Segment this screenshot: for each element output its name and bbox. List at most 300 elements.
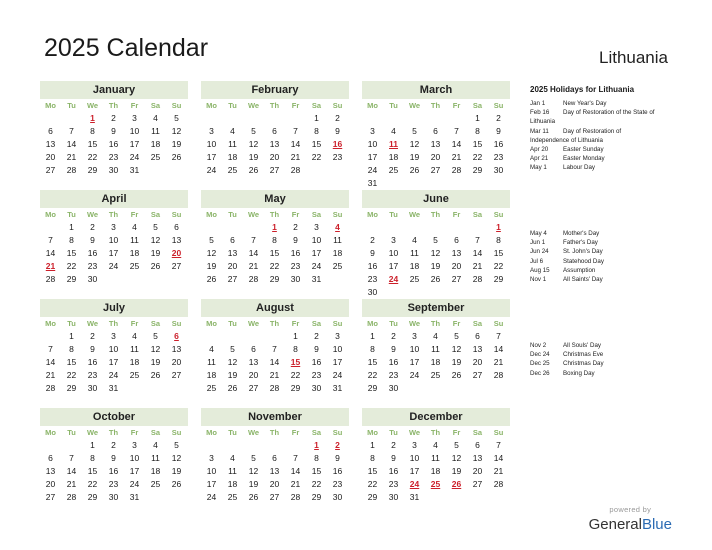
day-cell: 15: [269, 248, 280, 258]
day-cell: 1: [370, 331, 375, 341]
day-cell: 3: [132, 113, 137, 123]
holiday-day-cell: 26: [451, 479, 462, 489]
day-cell: 4: [132, 331, 137, 341]
weekday-label: Mo: [206, 428, 217, 437]
day-cell: 4: [433, 331, 438, 341]
weekday-label: We: [408, 210, 421, 219]
holiday-date: Dec 25: [530, 360, 550, 368]
day-cell: 28: [472, 274, 483, 284]
day-cell: 21: [269, 370, 280, 380]
holiday-date: Dec 26: [530, 369, 550, 377]
day-cell: 19: [150, 248, 161, 258]
holiday-group: [530, 99, 680, 173]
month-name: April: [40, 190, 188, 208]
weekday-label: Sa: [311, 101, 322, 110]
weekday-label: We: [86, 428, 99, 437]
day-cell: 26: [227, 383, 238, 393]
day-cell: 16: [87, 357, 98, 367]
holiday-entry: [530, 369, 680, 378]
day-cell: 27: [227, 274, 238, 284]
day-cell: 27: [472, 479, 483, 489]
weekday-label: Mo: [206, 319, 217, 328]
day-cell: 14: [290, 466, 301, 476]
day-cell: 17: [388, 261, 399, 271]
month-grid: [362, 99, 510, 190]
day-cell: 9: [293, 235, 298, 245]
day-cell: 7: [48, 235, 53, 245]
day-cell: 3: [412, 331, 417, 341]
day-cell: 1: [69, 331, 74, 341]
day-cell: 13: [171, 344, 182, 354]
day-cell: 26: [206, 274, 217, 284]
holiday-name: Mother's Day: [563, 230, 600, 237]
day-cell: 21: [493, 357, 504, 367]
weekday-label: Th: [430, 210, 441, 219]
day-cell: 7: [454, 126, 459, 136]
day-cell: 22: [311, 152, 322, 162]
empty-cell: [383, 112, 404, 125]
day-cell: 25: [129, 261, 140, 271]
day-cell: 5: [174, 440, 179, 450]
day-cell: 16: [388, 357, 399, 367]
day-cell: 17: [108, 357, 119, 367]
holiday-day-cell: 20: [171, 248, 182, 258]
day-cell: 9: [496, 126, 501, 136]
day-cell: 12: [227, 357, 238, 367]
holiday-date: Jun 24: [530, 248, 549, 256]
day-cell: 10: [206, 466, 217, 476]
day-cell: 4: [230, 453, 235, 463]
day-cell: 7: [475, 235, 480, 245]
day-cell: 23: [108, 479, 119, 489]
day-cell: 4: [412, 235, 417, 245]
day-cell: 17: [129, 466, 140, 476]
day-cell: 29: [367, 383, 378, 393]
holiday-date: Nov 1: [530, 276, 547, 284]
day-cell: 11: [207, 357, 216, 367]
logo-blue: Blue: [641, 516, 672, 533]
day-cell: 1: [370, 440, 375, 450]
day-cell: 12: [248, 466, 259, 476]
day-cell: 27: [248, 383, 259, 393]
day-cell: 15: [493, 248, 504, 258]
day-cell: 23: [388, 479, 399, 489]
empty-cell: [285, 112, 306, 125]
day-cell: 22: [367, 370, 378, 380]
day-cell: 18: [227, 479, 238, 489]
weekday-label: Sa: [150, 210, 161, 219]
day-cell: 21: [290, 152, 301, 162]
day-cell: 19: [150, 357, 161, 367]
day-cell: 25: [150, 479, 161, 489]
day-cell: 23: [332, 152, 343, 162]
weekday-label: Fr: [452, 428, 461, 437]
day-cell: 29: [87, 165, 98, 175]
holiday-entry: [530, 145, 680, 154]
empty-cell: [40, 439, 61, 452]
day-cell: 17: [367, 152, 378, 162]
holiday-day-cell: 1: [496, 222, 501, 232]
weekday-label: Tu: [228, 101, 237, 110]
day-cell: 6: [230, 235, 235, 245]
weekday-label: Fr: [130, 210, 139, 219]
day-cell: 29: [472, 165, 483, 175]
day-cell: 8: [272, 235, 277, 245]
weekday-label: Th: [108, 428, 119, 437]
day-cell: 31: [409, 492, 420, 502]
day-cell: 10: [409, 344, 420, 354]
day-cell: 17: [206, 479, 217, 489]
day-cell: 9: [111, 453, 116, 463]
day-cell: 15: [311, 466, 322, 476]
weekday-label: Sa: [311, 428, 322, 437]
holiday-date: May 1: [530, 164, 547, 172]
month-name: December: [362, 408, 510, 426]
holiday-day-cell: 1: [272, 222, 277, 232]
day-cell: 9: [335, 126, 340, 136]
day-cell: 9: [335, 453, 340, 463]
day-cell: 19: [171, 466, 182, 476]
weekday-label: Tu: [67, 428, 76, 437]
day-cell: 23: [290, 261, 301, 271]
weekday-label: Fr: [291, 319, 300, 328]
empty-cell: [404, 112, 425, 125]
day-cell: 26: [248, 492, 259, 502]
month-may: [201, 190, 349, 286]
day-cell: 30: [388, 383, 399, 393]
day-cell: 5: [174, 113, 179, 123]
holiday-name: Labour Day: [563, 164, 595, 172]
day-cell: 24: [332, 370, 343, 380]
day-cell: 16: [388, 466, 399, 476]
day-cell: 25: [227, 492, 238, 502]
day-cell: 8: [370, 453, 375, 463]
day-cell: 3: [335, 331, 340, 341]
holiday-day-cell: 11: [389, 139, 398, 149]
day-cell: 23: [388, 370, 399, 380]
empty-cell: [467, 221, 488, 234]
day-cell: 31: [108, 383, 119, 393]
day-cell: 3: [111, 222, 116, 232]
brand-logo: [589, 505, 672, 533]
day-cell: 2: [391, 440, 396, 450]
day-cell: 8: [69, 344, 74, 354]
day-cell: 26: [171, 479, 182, 489]
holiday-day-cell: 15: [290, 357, 301, 367]
day-cell: 14: [45, 357, 56, 367]
day-cell: 20: [269, 152, 280, 162]
day-cell: 31: [129, 492, 140, 502]
weekday-label: Su: [493, 319, 504, 328]
day-cell: 24: [108, 261, 119, 271]
weekday-label: Tu: [228, 210, 237, 219]
weekday-label: Su: [332, 428, 343, 437]
holiday-date: Dec 24: [530, 351, 550, 359]
day-cell: 5: [153, 331, 158, 341]
day-cell: 25: [388, 165, 399, 175]
day-cell: 9: [90, 235, 95, 245]
holiday-entry: [530, 341, 680, 350]
holiday-name: All Souls' Day: [563, 342, 601, 349]
day-cell: 3: [314, 222, 319, 232]
empty-cell: [40, 330, 61, 343]
day-cell: 8: [314, 126, 319, 136]
holiday-day-cell: 24: [388, 274, 399, 284]
weekday-label: Su: [493, 210, 504, 219]
day-cell: 18: [430, 466, 441, 476]
weekday-label: Tu: [228, 428, 237, 437]
day-cell: 17: [129, 139, 140, 149]
day-cell: 8: [475, 126, 480, 136]
month-january: [40, 81, 188, 177]
day-cell: 29: [269, 274, 280, 284]
month-october: [40, 408, 188, 504]
weekday-label: Th: [108, 319, 119, 328]
day-cell: 2: [496, 113, 501, 123]
day-cell: 15: [311, 139, 322, 149]
holiday-group: [530, 341, 680, 378]
day-cell: 8: [314, 453, 319, 463]
day-cell: 4: [230, 126, 235, 136]
day-cell: 2: [90, 331, 95, 341]
day-cell: 20: [45, 152, 56, 162]
day-cell: 17: [332, 357, 343, 367]
day-cell: 10: [332, 344, 343, 354]
weekday-label: We: [86, 210, 99, 219]
day-cell: 19: [409, 152, 420, 162]
day-cell: 18: [430, 357, 441, 367]
weekday-label: Mo: [367, 101, 378, 110]
day-cell: 27: [451, 274, 462, 284]
day-cell: 11: [431, 344, 440, 354]
day-cell: 25: [129, 370, 140, 380]
day-cell: 24: [206, 492, 217, 502]
day-cell: 3: [209, 126, 214, 136]
day-cell: 16: [290, 248, 301, 258]
day-cell: 21: [290, 479, 301, 489]
day-cell: 13: [269, 466, 280, 476]
day-cell: 28: [45, 274, 56, 284]
weekday-label: Th: [430, 319, 441, 328]
day-cell: 30: [367, 287, 378, 297]
day-cell: 23: [367, 274, 378, 284]
holiday-date: Feb 16: [530, 109, 550, 117]
day-cell: 18: [150, 139, 161, 149]
weekday-label: Fr: [130, 319, 139, 328]
weekday-label: Fr: [291, 101, 300, 110]
month-name: March: [362, 81, 510, 99]
weekday-label: Mo: [45, 101, 56, 110]
holiday-name: Christmas Eve: [563, 351, 604, 359]
day-cell: 18: [227, 152, 238, 162]
day-cell: 15: [87, 139, 98, 149]
holiday-name: Assumption: [563, 266, 596, 274]
day-cell: 14: [269, 357, 280, 367]
day-cell: 12: [409, 139, 420, 149]
day-cell: 25: [227, 165, 238, 175]
day-cell: 5: [209, 235, 214, 245]
day-cell: 6: [272, 126, 277, 136]
holiday-entry: [530, 99, 680, 108]
day-cell: 14: [472, 248, 483, 258]
day-cell: 20: [171, 357, 182, 367]
day-cell: 1: [293, 331, 298, 341]
holiday-date: Jan 1: [530, 100, 546, 107]
day-cell: 4: [433, 440, 438, 450]
day-cell: 17: [409, 357, 420, 367]
month-grid: [201, 99, 349, 177]
day-cell: 23: [87, 370, 98, 380]
day-cell: 6: [475, 440, 480, 450]
day-cell: 9: [391, 453, 396, 463]
day-cell: 3: [412, 440, 417, 450]
day-cell: 28: [248, 274, 259, 284]
day-cell: 9: [90, 344, 95, 354]
day-cell: 16: [108, 139, 119, 149]
day-cell: 28: [66, 492, 77, 502]
day-cell: 14: [493, 344, 504, 354]
weekday-label: Fr: [291, 210, 300, 219]
day-cell: 5: [251, 453, 256, 463]
day-cell: 25: [332, 261, 343, 271]
holiday-name-continued: Independence of Lithuania: [530, 136, 603, 144]
weekday-label: Mo: [45, 428, 56, 437]
empty-cell: [222, 112, 243, 125]
day-cell: 3: [111, 331, 116, 341]
day-cell: 22: [472, 152, 483, 162]
day-cell: 13: [45, 466, 56, 476]
day-cell: 11: [151, 126, 160, 136]
day-cell: 18: [150, 466, 161, 476]
holiday-name: Day of Restoration of the State of: [563, 109, 655, 117]
day-cell: 21: [66, 152, 77, 162]
weekday-label: Tu: [389, 210, 398, 219]
holiday-name: Father's Day: [563, 239, 598, 247]
month-grid: [362, 208, 510, 299]
day-cell: 3: [391, 235, 396, 245]
day-cell: 22: [87, 479, 98, 489]
empty-cell: [201, 112, 222, 125]
day-cell: 13: [451, 248, 462, 258]
day-cell: 18: [388, 152, 399, 162]
day-cell: 1: [90, 440, 95, 450]
month-april: [40, 190, 188, 286]
day-cell: 26: [248, 165, 259, 175]
weekday-label: Su: [332, 319, 343, 328]
month-name: February: [201, 81, 349, 99]
day-cell: 20: [269, 479, 280, 489]
day-cell: 8: [90, 126, 95, 136]
day-cell: 1: [475, 113, 480, 123]
day-cell: 22: [269, 261, 280, 271]
day-cell: 14: [451, 139, 462, 149]
weekday-label: Tu: [67, 101, 76, 110]
day-cell: 5: [153, 222, 158, 232]
holiday-name: Boxing Day: [563, 369, 595, 377]
day-cell: 13: [269, 139, 280, 149]
day-cell: 6: [454, 235, 459, 245]
holidays-title: 2025 Holidays for Lithuania: [530, 85, 635, 94]
day-cell: 3: [132, 440, 137, 450]
day-cell: 27: [45, 492, 56, 502]
day-cell: 7: [251, 235, 256, 245]
weekday-label: Su: [171, 101, 182, 110]
holiday-entry: [530, 238, 680, 247]
empty-cell: [201, 221, 222, 234]
day-cell: 18: [129, 357, 140, 367]
day-cell: 18: [332, 248, 343, 258]
day-cell: 12: [248, 139, 259, 149]
day-cell: 26: [171, 152, 182, 162]
day-cell: 20: [248, 370, 259, 380]
weekday-label: Mo: [367, 319, 378, 328]
day-cell: 2: [370, 235, 375, 245]
day-cell: 12: [171, 126, 182, 136]
weekday-label: Su: [332, 101, 343, 110]
day-cell: 19: [451, 466, 462, 476]
holiday-day-cell: 1: [90, 113, 95, 123]
month-grid: [362, 317, 510, 395]
day-cell: 12: [451, 453, 462, 463]
holiday-day-cell: 24: [409, 479, 420, 489]
day-cell: 28: [290, 165, 301, 175]
day-cell: 16: [311, 357, 322, 367]
day-cell: 26: [150, 370, 161, 380]
holiday-group: [530, 229, 680, 284]
day-cell: 8: [90, 453, 95, 463]
holiday-day-cell: 6: [174, 331, 179, 341]
day-cell: 26: [409, 165, 420, 175]
weekday-label: Mo: [45, 319, 56, 328]
empty-cell: [264, 112, 285, 125]
day-cell: 5: [433, 235, 438, 245]
day-cell: 28: [45, 383, 56, 393]
empty-cell: [383, 221, 404, 234]
day-cell: 4: [209, 344, 214, 354]
holiday-entry: [530, 257, 680, 266]
day-cell: 24: [206, 165, 217, 175]
day-cell: 30: [108, 492, 119, 502]
day-cell: 16: [87, 248, 98, 258]
day-cell: 24: [129, 152, 140, 162]
empty-cell: [243, 221, 264, 234]
month-grid: [201, 208, 349, 286]
empty-cell: [222, 439, 243, 452]
day-cell: 27: [269, 492, 280, 502]
day-cell: 3: [370, 126, 375, 136]
day-cell: 22: [311, 479, 322, 489]
weekday-label: Su: [493, 101, 504, 110]
day-cell: 6: [272, 453, 277, 463]
day-cell: 19: [430, 261, 441, 271]
holiday-name: New Year's Day: [563, 100, 607, 107]
day-cell: 2: [314, 331, 319, 341]
day-cell: 24: [108, 370, 119, 380]
day-cell: 3: [209, 453, 214, 463]
holiday-name: Statehood Day: [563, 257, 604, 265]
day-cell: 11: [151, 453, 160, 463]
day-cell: 2: [391, 331, 396, 341]
day-cell: 14: [66, 466, 77, 476]
day-cell: 17: [206, 152, 217, 162]
day-cell: 17: [108, 248, 119, 258]
day-cell: 13: [227, 248, 238, 258]
weekday-label: Th: [430, 428, 441, 437]
holiday-name-continued: Lithuania: [530, 118, 556, 126]
day-cell: 27: [171, 370, 182, 380]
empty-cell: [222, 330, 243, 343]
month-november: [201, 408, 349, 504]
